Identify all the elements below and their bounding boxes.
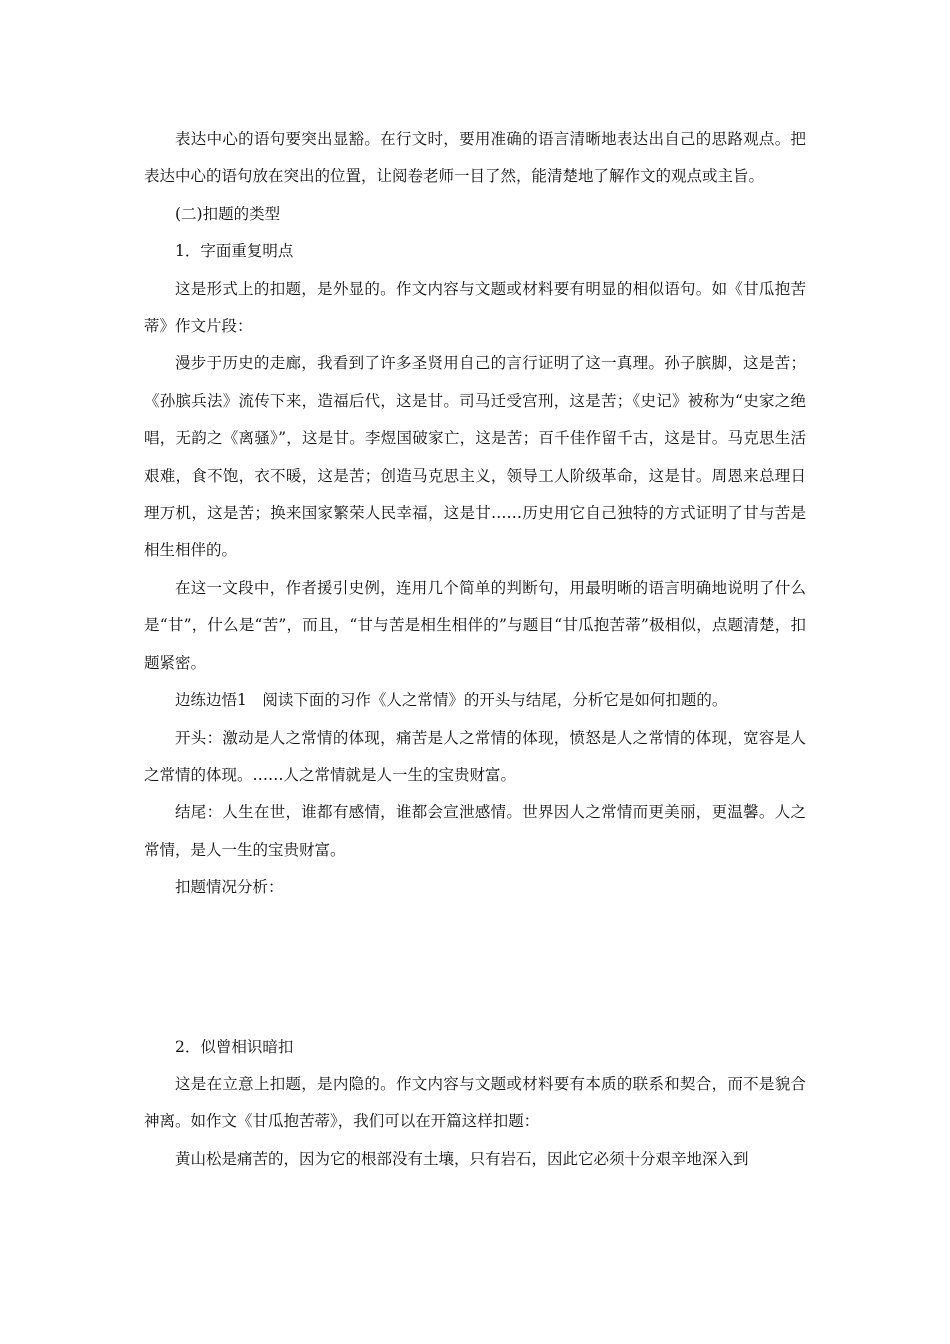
exercise-prompt: 边练边悟1 阅读下面的习作《人之常情》的开头与结尾，分析它是如何扣题的。 (175, 691, 728, 710)
paragraph-example-excerpt: 漫步于历史的走廊，我看到了许多圣贤用自己的言行证明了这一真理。孙子膑脚，这是苦；《孙膑兵法》流传下来，造福后代，这是甘。司马迁受宫刑，这是苦；《史记》被称为“史家之绝唱，无韵之《离骚》”，这是甘。李煜国破家亡，这是苦；百千佳作留千古，这是甘。马克思生活艰难，食不饱，衣不暖，这是苦；创造马克思主义，领导工人阶级革命，这是甘。周恩来总理日理万机，这是苦；换来国家繁荣人民幸福，这是甘……历史用它自己独特的方式证明了甘与苦是相生相伴的。 (144, 354, 806, 560)
exercise-ending: 结尾：人生在世，谁都有感情，谁都会宣泄感情。世界因人之常情而更美丽，更温馨。人之常情，是人一生的宝贵财富。 (144, 803, 806, 859)
section-heading-types: (二)扣题的类型 (175, 204, 281, 223)
paragraph-implicit-example: 黄山松是痛苦的，因为它的根部没有土壤，只有岩石，因此它必须十分艰辛地深入到 (175, 1149, 749, 1168)
paragraph-example-analysis: 在这一文段中，作者援引史例，连用几个简单的判断句，用最明晰的语言明确地说明了什么是“甘”，什么是“苦”，而且，“甘与苦是相生相伴的”与题目“甘瓜抱苦蒂”极相似，点题清楚，扣题紧密。 (144, 578, 806, 672)
subheading-explicit: 1．字面重复明点 (175, 242, 294, 261)
document-page (144, 121, 806, 1178)
subheading-implicit: 2．似曾相识暗扣 (175, 1037, 294, 1056)
paragraph-implicit-explain: 这是在立意上扣题，是内隐的。作文内容与文题或材料要有本质的联系和契合，而不是貌合神离。如作文《甘瓜抱苦蒂》，我们可以在开篇这样扣题： (144, 1074, 806, 1131)
exercise-analysis-label: 扣题情况分析： (175, 878, 284, 897)
answer-blank-space (144, 907, 806, 1029)
paragraph-explicit-explain: 这是形式上的扣题，是外显的。作文内容与文题或材料要有明显的相似语句。如《甘瓜抱苦蒂》作文片段： (144, 279, 806, 336)
exercise-opening: 开头：激动是人之常情的体现，痛苦是人之常情的体现，愤怒是人之常情的体现，宽容是人之常情的体现。……人之常情就是人一生的宝贵财富。 (144, 728, 806, 784)
paragraph-central-sentence: 表达中心的语句要突出显豁。在行文时，要用准确的语言清晰地表达出自己的思路观点。把表达中心的语句放在突出的位置，让阅卷老师一目了然，能清楚地了解作文的观点或主旨。 (144, 130, 806, 186)
